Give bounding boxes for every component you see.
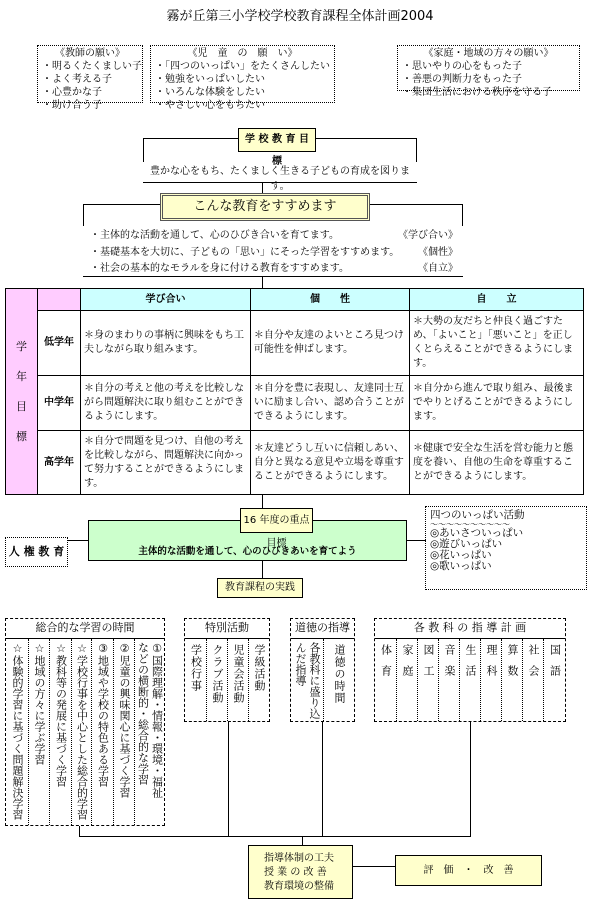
subject-item: 図工 — [422, 644, 435, 686]
table-cell: ＊友達どうし互いに信頼しあい、自分と異なる意見や立場を尊重することができるようにします。 — [250, 431, 409, 495]
heading: 総合的な学習の時間 — [6, 619, 164, 639]
integrated-item: ②児童の興味関心に基づく学習 — [118, 642, 131, 798]
list-item: ・やさしい心をもちたい — [155, 100, 265, 111]
integrated-item: ①国際理解・情報・環境・福祉 — [150, 642, 164, 798]
table-row — [6, 376, 584, 431]
moral-item: 道徳の時間 — [333, 644, 346, 704]
table-cell: ＊健康で安全な生活を営む能力と態度を養い、自他の生命を尊重することができるようにします。 — [410, 431, 584, 495]
list-item: ・「四つのいっぱい」をたくさんしたい — [155, 61, 330, 72]
school-goal-text: 豊かな心をもち、たくましく生きる子どもの育成を図ります。 — [150, 166, 410, 192]
list-item: ・よく考える子 — [42, 74, 112, 85]
table-cell: ＊大勢の友だちと仲良く過ごすため、「よいこと」「悪いこと」を正しくとらえることができるようにします。 — [410, 311, 584, 376]
list-item: ・心豊かな子 — [42, 87, 102, 98]
integrated-item: ☆体験的学習に基づく問題解決学習 — [11, 642, 24, 820]
special-item: クラブ活動 — [211, 644, 224, 704]
improvement-item: 授 業 の 改 善 — [264, 867, 327, 878]
heading: 道徳の指導 — [291, 619, 354, 639]
table-cell: ＊自分や友達のよいところ見つけ可能性を伸ばします。 — [250, 311, 409, 376]
policy-item: ・基礎基本を大切に、子どもの「思い」にそった学習をすすめます。 — [90, 246, 400, 258]
list-item: ・集団生活における秩序を守る子 — [402, 87, 552, 98]
subject-item: 算数 — [506, 644, 519, 686]
list-item: ・いろんな体験をしたい — [155, 87, 265, 98]
wave: ～～～～～～～～～～ — [430, 520, 510, 529]
practice-label: 教育課程の実践 — [217, 578, 303, 598]
special-activities-box — [184, 618, 270, 722]
four-full-box — [425, 506, 587, 590]
grade-label: 高学年 — [38, 431, 81, 495]
focus-label: 16 年度の重点目標 — [240, 508, 313, 533]
list-item: ・思いやりの心をもった子 — [402, 61, 522, 72]
teacher-wish-box — [37, 45, 143, 111]
list-item: ・明るくたくましい子 — [42, 61, 142, 72]
special-item: 学級活動 — [253, 644, 266, 692]
table-cell: ＊身のまわりの事柄に興味をもち工夫しながら取り組みます。 — [81, 311, 251, 376]
policy-tag: 《自立》 — [418, 263, 458, 274]
school-goal-label: 学 校 教 育 目 標 — [238, 128, 316, 152]
focus-text: 主体的な活動を通して、心のひびきあいを育てよう — [138, 546, 357, 557]
subject-item: 社会 — [527, 644, 540, 686]
column-header: 個 性 — [250, 289, 409, 311]
list-item: ◎遊びいっぱい — [430, 538, 503, 550]
integrated-item: ☆地域の方々に学ぶ学習 — [33, 642, 46, 765]
table-row — [6, 311, 584, 376]
grade-label: 中学年 — [38, 376, 81, 431]
integrated-item: などの横断的・総合的な学習 — [136, 642, 150, 785]
subjects-plan-box — [374, 618, 566, 722]
list-item: ◎あいさついっぱい — [430, 527, 524, 539]
policy-list — [90, 228, 458, 278]
column-header: 学び合い — [81, 289, 251, 311]
improvement-item: 教育環境の整備 — [264, 881, 334, 892]
table-cell: ＊自分を豊に表現し、友達同士互いに励まし合い、認め合うことができるようにします。 — [250, 376, 409, 431]
subject-item: 生活 — [464, 644, 477, 686]
heading: 四つのいっぱい活動 — [430, 509, 525, 521]
table-cell: ＊自分から進んで取り組み、最後までやりとげることができるようにします。 — [410, 376, 584, 431]
special-item: 学校行事 — [189, 644, 203, 692]
policy-item: ・主体的な活動を通して、心のひびき合いを育てます。 — [90, 230, 339, 241]
family-wish-box — [397, 45, 580, 98]
heading: 《児 童 の 願 い》 — [187, 48, 298, 59]
integrated-item: ☆教科等の発展に基づく学習 — [54, 642, 68, 787]
integrated-item: ③地域や学校の特色ある学習 — [96, 642, 110, 787]
list-item: ◎歌いっぱい — [430, 560, 492, 572]
human-rights-box: 人 権 教 育 — [5, 537, 68, 567]
heading: 《家庭・地域の方々の願い》 — [423, 48, 554, 59]
heading: 特別活動 — [185, 619, 269, 639]
column-header: 自 立 — [410, 289, 584, 311]
subject-item: 国語 — [548, 644, 562, 686]
page-title: 霧が丘第三小学校学校教育課程全体計画2004 — [166, 9, 434, 24]
grade-label: 低学年 — [38, 311, 81, 376]
improvement-item: 指導体制の工夫 — [264, 853, 334, 864]
integrated-item: ☆学校行事を中心とした総合的学習 — [75, 642, 89, 820]
table-cell: ＊自分の考えと他の考えを比較しながら問題解決に取り組むことができるようにします。 — [81, 376, 251, 431]
subject-item: 家庭 — [401, 644, 414, 686]
subject-item: 理科 — [485, 644, 498, 686]
list-item: ・善悪の判断力をもった子 — [402, 74, 522, 85]
moral-item: 各教科に盛り込んだ指導 — [294, 642, 321, 719]
special-item: 児童会活動 — [232, 644, 245, 704]
list-item: ・勉強をいっぱいしたい — [155, 74, 265, 85]
grade-goals-table — [5, 288, 584, 495]
list-item: ・助け合う子 — [42, 100, 102, 111]
child-wish-box — [150, 45, 335, 111]
table-row — [6, 431, 584, 495]
policy-tag: 《個性》 — [418, 246, 458, 258]
subject-item: 体育 — [379, 644, 393, 686]
table-cell: ＊自分で問題を見つけ、自他の考えを比較しながら、問題解決に向かって努力することができるようにします。 — [81, 431, 251, 495]
heading: 《教師の願い》 — [55, 48, 125, 59]
side-label: 学年目標 — [6, 289, 38, 495]
heading: 各 教 科 の 指 導 計 画 — [375, 619, 565, 639]
list-item: ◎花いっぱい — [430, 549, 492, 561]
policy-label: こんな教育をすすめます — [160, 193, 370, 221]
subject-item: 音楽 — [443, 644, 456, 686]
integrated-study-box — [5, 618, 165, 826]
moral-education-box — [290, 618, 355, 722]
improvement-box — [248, 845, 353, 899]
evaluation-box: 評 価 ・ 改 善 — [395, 855, 542, 886]
policy-tag: 《学び合い》 — [398, 230, 458, 241]
policy-item: ・社会の基本的なモラルを身に付ける教育をすすめます。 — [90, 263, 349, 274]
